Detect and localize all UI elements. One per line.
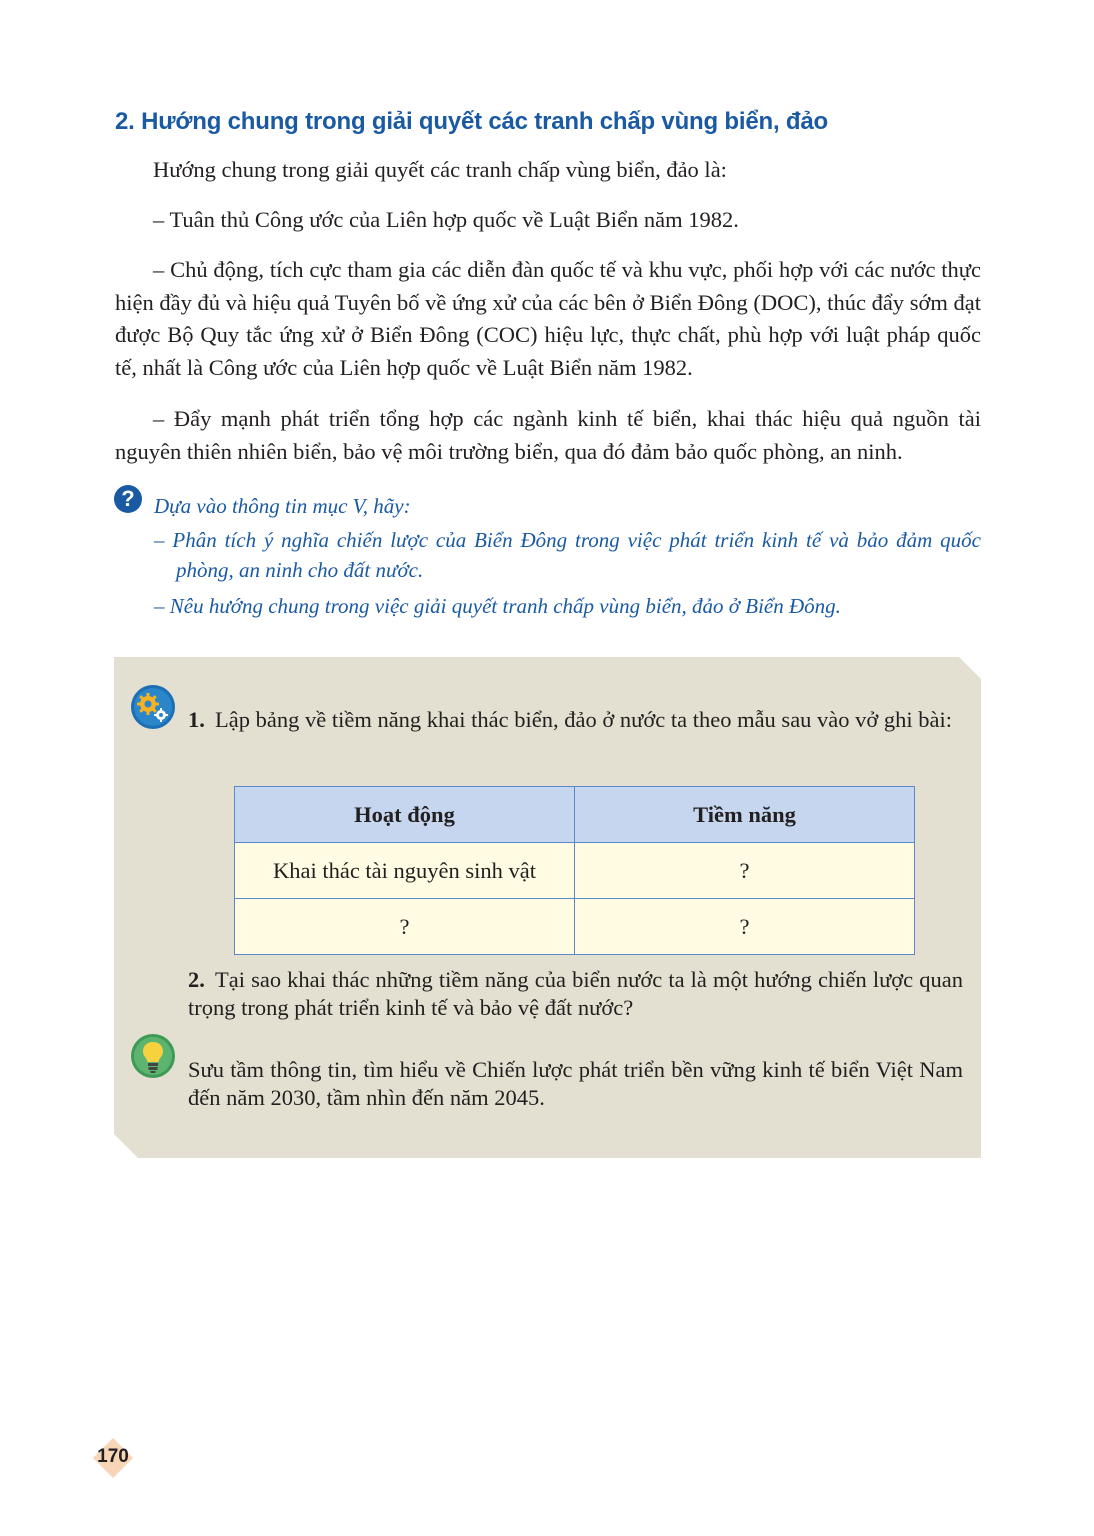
practice-item-2-text: Tại sao khai thác những tiềm năng của biển nước ta là một hướng chiến lược quan trọng trong phát triển kinh tế và bảo vệ đất nước?	[188, 967, 963, 1020]
table-header-row	[235, 787, 915, 843]
lightbulb-icon	[130, 1033, 176, 1079]
gear-icon	[130, 684, 176, 730]
page-number: 170	[97, 1446, 129, 1467]
potential-table	[234, 786, 915, 955]
practice-item-1-text: Lập bảng về tiềm năng khai thác biển, đảo ở nước ta theo mẫu sau vào vở ghi bài:	[215, 707, 953, 732]
table-row	[235, 899, 915, 955]
table-cell: ?	[575, 899, 915, 955]
table-cell: Khai thác tài nguyên sinh vật	[235, 843, 575, 899]
table-header-activity: Hoạt động	[235, 787, 575, 843]
section-heading: 2. Hướng chung trong giải quyết các tranh chấp vùng biển, đảo	[115, 108, 828, 135]
bullet-2: – Chủ động, tích cực tham gia các diễn đàn quốc tế và khu vực, phối hợp với các nước thực hiện đầy đủ và hiệu quả Tuyên bố về ứng xử của các bên ở Biển Đông (DOC), thúc đẩy sớm đạt được Bộ Quy tắc ứng xử ở Biển Đông (COC) hiệu lực, thực chất, phù hợp với luật pháp quốc tế, nhất là Công ước của Liên hợp quốc về Luật Biển năm 1982.	[115, 257, 981, 380]
practice-item-1-number: 1.	[188, 707, 205, 732]
question-item-1: – Phân tích ý nghĩa chiến lược của Biển Đông trong việc phát triển kinh tế và bảo đảm quốc phòng, an ninh cho đất nước.	[154, 528, 981, 582]
bullet-1: – Tuân thủ Công ước của Liên hợp quốc về Luật Biển năm 1982.	[153, 207, 739, 232]
question-icon: ?	[114, 485, 142, 513]
question-lead: Dựa vào thông tin mục V, hãy:	[154, 494, 411, 518]
practice-item-1	[188, 706, 963, 734]
table-row	[235, 843, 915, 899]
practice-item-2	[188, 966, 963, 1022]
bullet-3: – Đẩy mạnh phát triển tổng hợp các ngành kinh tế biển, khai thác hiệu quả nguồn tài nguyên thiên nhiên biển, bảo vệ môi trường biển, qua đó đảm bảo quốc phòng, an ninh.	[115, 406, 981, 464]
section-intro: Hướng chung trong giải quyết các tranh chấp vùng biển, đảo là:	[153, 157, 727, 182]
practice-item-2-number: 2.	[188, 967, 205, 992]
question-item-2: – Nêu hướng chung trong việc giải quyết tranh chấp vùng biển, đảo ở Biển Đông.	[154, 594, 841, 618]
application-text: Sưu tầm thông tin, tìm hiểu về Chiến lược phát triển bền vững kinh tế biển Việt Nam đến năm 2030, tầm nhìn đến năm 2045.	[188, 1057, 963, 1110]
table-header-potential: Tiềm năng	[575, 787, 915, 843]
table-cell: ?	[235, 899, 575, 955]
table-cell: ?	[575, 843, 915, 899]
